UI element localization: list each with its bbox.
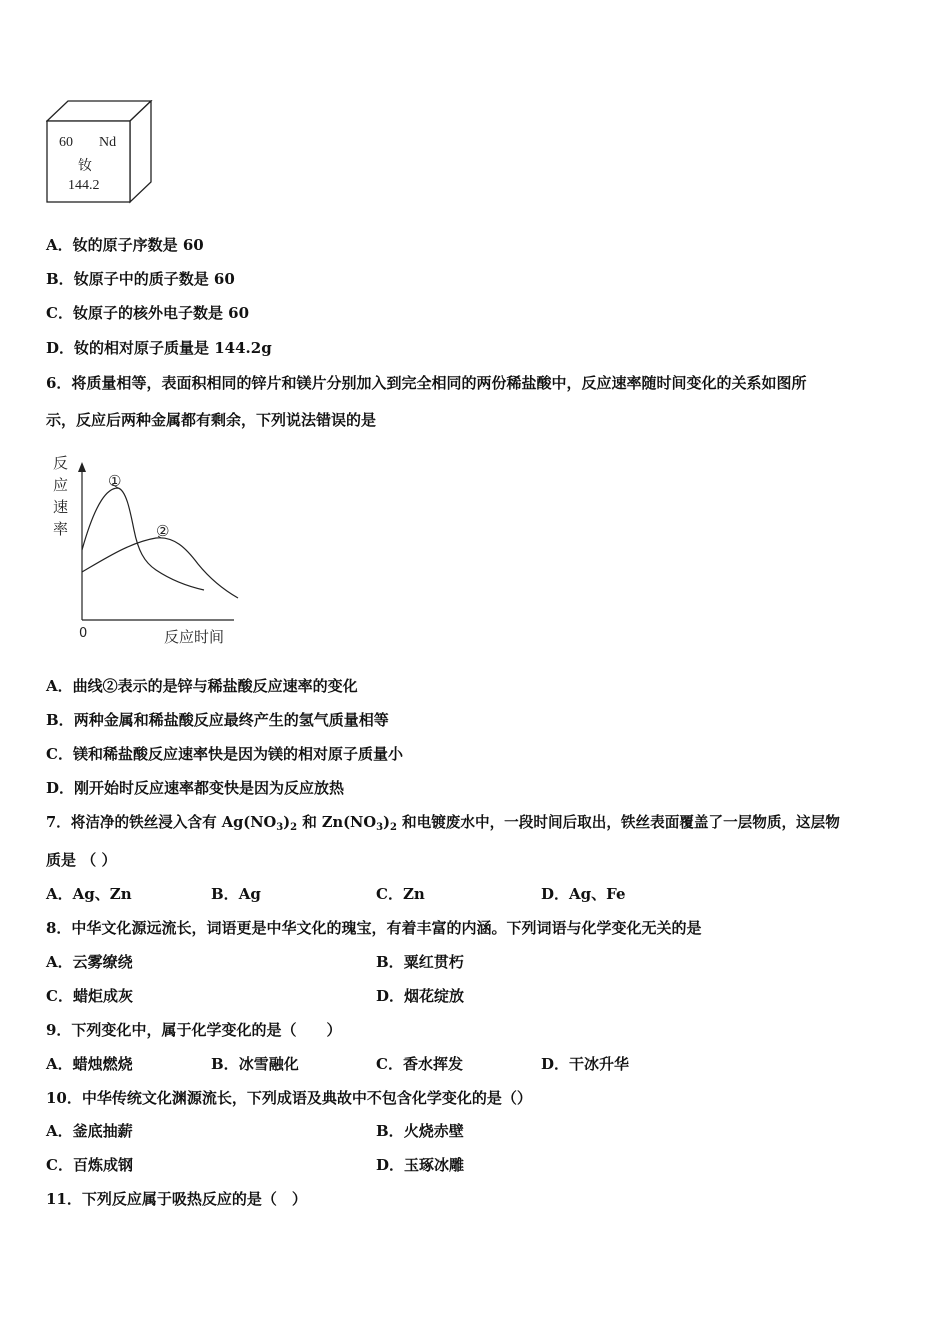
q10-option-a[interactable]: A．釜底抽薪 [46, 1122, 133, 1140]
q8-option-d[interactable]: D．烟花绽放 [376, 987, 465, 1005]
q7-option-b[interactable]: B．Ag [211, 885, 261, 903]
atomic-number: 60 [59, 135, 73, 150]
q8-option-a[interactable]: A．云雾缭绕 [46, 953, 133, 971]
q11-stem: 11．下列反应属于吸热反应的是（ ） [46, 1190, 307, 1208]
curve-2-label: ② [156, 522, 170, 540]
reaction-rate-graph [46, 450, 246, 654]
x-axis-label: 反应时间 [164, 628, 225, 646]
y-label-2: 应 [53, 476, 69, 494]
atomic-mass: 144.2 [68, 178, 100, 193]
q6-option-c[interactable]: C．镁和稀盐酸反应速率快是因为镁的相对原子质量小 [46, 745, 403, 763]
q5-option-c[interactable]: C．钕原子的核外电子数是 60 [46, 304, 250, 322]
element-card-neodymium [46, 100, 156, 209]
q8-option-b[interactable]: B．粟红贯朽 [376, 953, 464, 971]
y-label-4: 率 [53, 520, 69, 538]
curve-1-label: ① [108, 472, 122, 490]
q8-option-c[interactable]: C．蜡炬成灰 [46, 987, 133, 1005]
q10-stem: 10．中华传统文化渊源流长，下列成语及典故中不包含化学变化的是（） [46, 1089, 532, 1107]
q9-option-b[interactable]: B．冰雪融化 [211, 1055, 299, 1073]
q9-option-d[interactable]: D．干冰升华 [541, 1055, 630, 1073]
q7-stem-line2: 质是 （ ） [46, 851, 117, 869]
q7-option-d[interactable]: D．Ag、Fe [541, 885, 626, 903]
q5-option-d[interactable]: D．钕的相对原子质量是 144.2g [46, 339, 272, 357]
q10-option-c[interactable]: C．百炼成钢 [46, 1156, 133, 1174]
y-label-1: 反 [53, 454, 69, 472]
q6-option-a[interactable]: A．曲线②表示的是锌与稀盐酸反应速率的变化 [46, 677, 358, 695]
q7-option-c[interactable]: C．Zn [376, 885, 425, 903]
q8-stem: 8．中华文化源远流长，词语更是中华文化的瑰宝，有着丰富的内涵。下列词语与化学变化无关的是 [46, 919, 702, 937]
curve-1 [82, 488, 204, 590]
q6-option-d[interactable]: D．刚开始时反应速率都变快是因为反应放热 [46, 779, 345, 797]
q6-stem-line1: 6．将质量相等，表面积相同的锌片和镁片分别加入到完全相同的两份稀盐酸中，反应速率随时间变化的关系如图所 [46, 374, 807, 392]
q9-option-a[interactable]: A．蜡烛燃烧 [46, 1055, 133, 1073]
curve-2 [82, 538, 238, 598]
q6-stem-line2: 示，反应后两种金属都有剩余，下列说法错误的是 [46, 411, 377, 429]
graph-axes-curves [46, 450, 246, 650]
q5-option-b[interactable]: B．钕原子中的质子数是 60 [46, 270, 235, 288]
q6-option-b[interactable]: B．两种金属和稀盐酸反应最终产生的氢气质量相等 [46, 711, 389, 729]
q9-stem: 9．下列变化中，属于化学变化的是（ ） [46, 1021, 342, 1039]
q5-option-a[interactable]: A．钕的原子序数是 60 [46, 236, 204, 254]
q9-option-c[interactable]: C．香水挥发 [376, 1055, 463, 1073]
q7-option-a[interactable]: A．Ag、Zn [46, 885, 132, 903]
element-symbol: Nd [99, 135, 117, 150]
element-card-cube [46, 100, 156, 205]
element-name: 钕 [78, 158, 92, 174]
q7-stem-line1: 7．将洁净的铁丝浸入含有 $Ag(NO_3)_2$ 和 $Zn(NO_3)_2$ 和电镀废水中，一段时间后取出，铁丝表面覆盖了一层物质，这层物 [46, 814, 840, 833]
y-label-3: 速 [53, 498, 69, 516]
origin-label: 0 [79, 626, 88, 641]
y-axis-arrow [78, 462, 86, 472]
q10-option-d[interactable]: D．玉琢冰雕 [376, 1156, 465, 1174]
q10-option-b[interactable]: B．火烧赤壁 [376, 1122, 464, 1140]
